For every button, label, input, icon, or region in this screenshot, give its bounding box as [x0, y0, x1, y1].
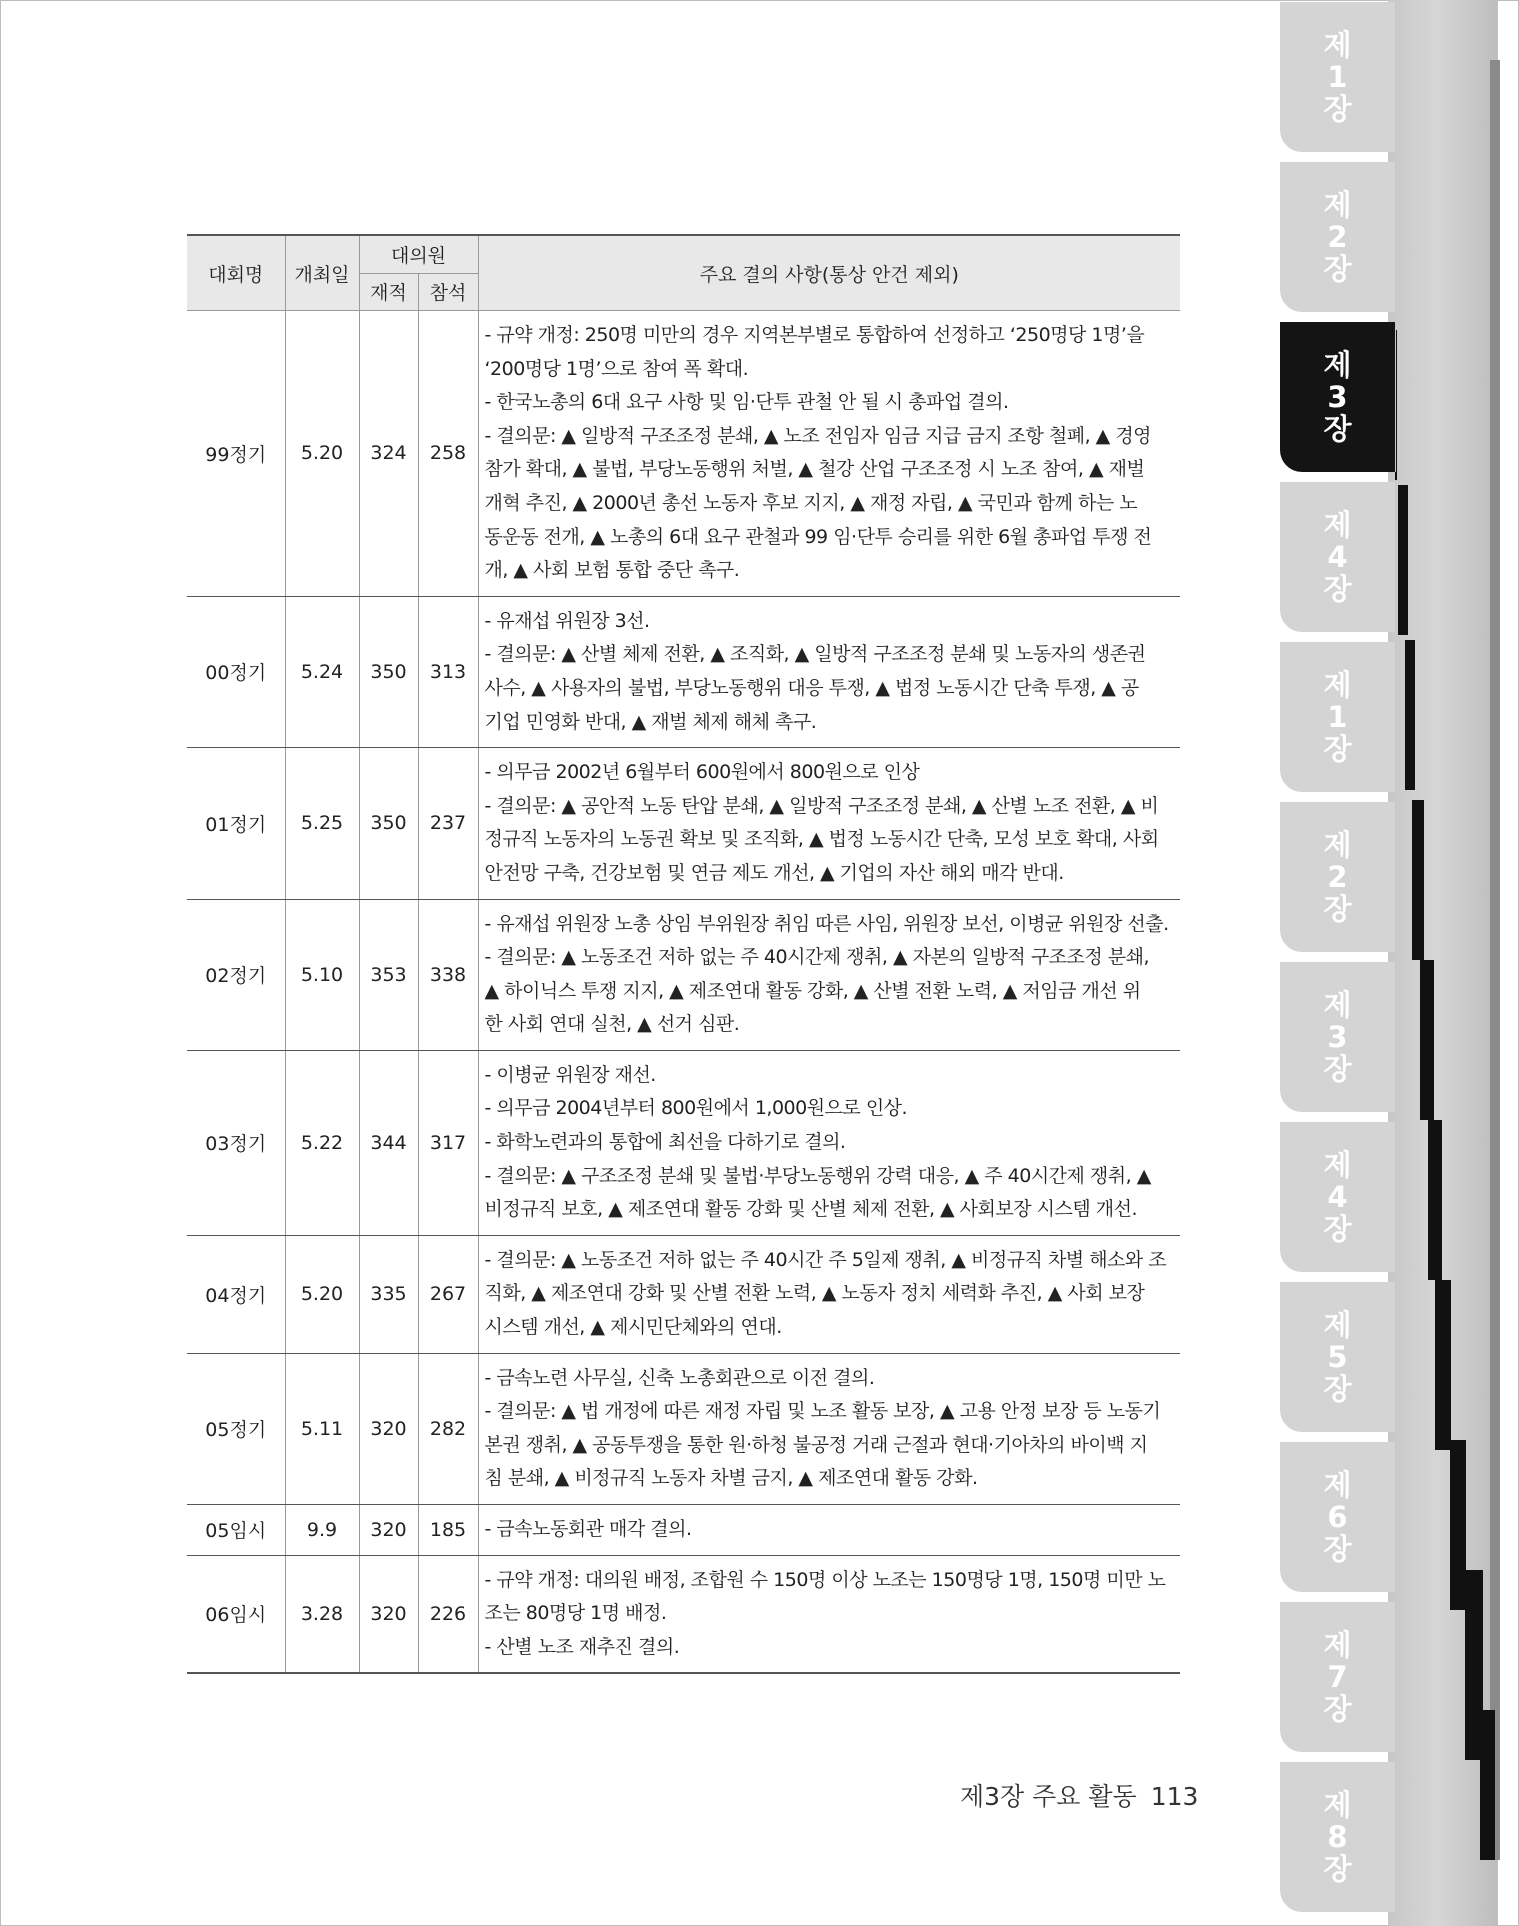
cell-present: 282 — [418, 1353, 478, 1504]
cell-date: 5.24 — [285, 596, 359, 747]
resolution-line: 본권 쟁취, ▲ 공동투쟁을 통한 원·하청 불공정 거래 근절과 현대·기아차의 바이백 지 — [484, 1433, 1148, 1456]
resolution-line: - 금속노련 사무실, 신축 노총회관으로 이전 결의. — [484, 1366, 875, 1389]
resolution-line: 개, ▲ 사회 보험 통합 중단 촉구. — [484, 559, 740, 582]
cell-enrolled: 344 — [359, 1050, 418, 1235]
edge-mark — [1420, 960, 1434, 1120]
chapter-tab-text: 3 — [1327, 1020, 1348, 1054]
chapter-tab-text: 장 — [1323, 1212, 1352, 1246]
edge-mark — [1480, 1710, 1495, 1860]
cell-name: 03정기 — [187, 1050, 285, 1235]
chapter-tab-text: 장 — [1323, 412, 1352, 446]
chapter-tab-text: 장 — [1323, 1852, 1352, 1886]
cell-enrolled: 335 — [359, 1235, 418, 1353]
cell-enrolled: 320 — [359, 1505, 418, 1556]
resolution-line: - 결의문: ▲ 노동조건 저하 없는 주 40시간제 쟁취, ▲ 자본의 일방적 구조조정 분쇄, — [484, 946, 1150, 969]
chapter-tab-text: 제 — [1323, 1628, 1352, 1662]
resolution-line: 기업 민영화 반대, ▲ 재벌 체제 해체 촉구. — [484, 710, 817, 733]
chapter-tab-text: 장 — [1323, 1532, 1352, 1566]
chapter-tab[interactable] — [1280, 802, 1396, 952]
resolution-line: - 의무금 2002년 6월부터 600원에서 800원으로 인상 — [484, 761, 920, 784]
chapter-tab-text: 6 — [1327, 1500, 1348, 1534]
header-date: 개최일 — [285, 235, 359, 311]
cell-date: 5.25 — [285, 748, 359, 899]
cell-resolutions — [478, 1353, 1180, 1504]
cell-name: 02정기 — [187, 899, 285, 1050]
cell-name: 00정기 — [187, 596, 285, 747]
chapter-tab-text: 장 — [1323, 892, 1352, 926]
chapter-tab-text: 제 — [1323, 1788, 1352, 1822]
chapter-tab[interactable] — [1280, 1602, 1396, 1752]
resolution-line: 정규직 노동자의 노동권 확보 및 조직화, ▲ 법정 노동시간 단축, 모성 보호 확대, 사회 — [484, 828, 1159, 851]
cell-name: 04정기 — [187, 1235, 285, 1353]
cell-resolutions — [478, 1505, 1180, 1556]
table-row — [187, 311, 1180, 597]
cell-resolutions — [478, 311, 1180, 597]
cell-present: 237 — [418, 748, 478, 899]
chapter-tab-text: 1 — [1327, 700, 1348, 734]
cell-present: 185 — [418, 1505, 478, 1556]
cell-date: 5.22 — [285, 1050, 359, 1235]
cell-date: 5.20 — [285, 1235, 359, 1353]
cell-date: 9.9 — [285, 1505, 359, 1556]
table-row — [187, 1353, 1180, 1504]
chapter-tab-text: 제 — [1323, 508, 1352, 542]
chapter-tab-text: 제 — [1323, 828, 1352, 862]
chapter-tab[interactable] — [1280, 1282, 1396, 1432]
chapter-tab[interactable] — [1280, 642, 1396, 792]
chapter-tab-text: 3 — [1327, 380, 1348, 414]
cell-enrolled: 320 — [359, 1353, 418, 1504]
chapter-tab-text: 장 — [1323, 732, 1352, 766]
chapter-tab[interactable] — [1280, 962, 1396, 1112]
cell-date: 5.10 — [285, 899, 359, 1050]
cell-name: 01정기 — [187, 748, 285, 899]
resolution-line: 직화, ▲ 제조연대 강화 및 산별 전환 노력, ▲ 노동자 정치 세력화 추진, ▲ 사회 보장 — [484, 1282, 1145, 1305]
chapter-tab-text: 장 — [1323, 252, 1352, 286]
table-row — [187, 596, 1180, 747]
cell-name: 06임시 — [187, 1555, 285, 1673]
resolution-line: - 결의문: ▲ 공안적 노동 탄압 분쇄, ▲ 일방적 구조조정 분쇄, ▲ 산별 노조 전환, ▲ 비 — [484, 794, 1159, 817]
chapter-tab-text: 4 — [1327, 540, 1348, 574]
chapter-tab[interactable] — [1280, 162, 1396, 312]
chapter-tab-text: 제 — [1323, 988, 1352, 1022]
edge-mark — [1398, 485, 1408, 635]
resolution-line: ▲ 하이닉스 투쟁 지지, ▲ 제조연대 활동 강화, ▲ 산별 전환 노력, ▲ 저임금 개선 위 — [484, 979, 1141, 1002]
chapter-tab-text: 제 — [1323, 1308, 1352, 1342]
edge-mark — [1412, 800, 1424, 960]
edge-mark — [1428, 1120, 1442, 1280]
chapter-tab[interactable] — [1280, 1762, 1396, 1912]
chapter-tab-text: 장 — [1323, 1052, 1352, 1086]
edge-mark — [1450, 1440, 1466, 1610]
cell-resolutions — [478, 1050, 1180, 1235]
footer-chapter-title: 제3장 주요 활동 — [960, 1782, 1137, 1811]
resolution-line: - 규약 개정: 대의원 배정, 조합원 수 150명 이상 노조는 150명당 1명, 150명 미만 노 — [484, 1568, 1166, 1591]
resolution-line: - 이병균 위원장 재선. — [484, 1063, 656, 1086]
cell-resolutions — [478, 1235, 1180, 1353]
cell-present: 258 — [418, 311, 478, 597]
chapter-tab-text: 2 — [1327, 220, 1348, 254]
cell-present: 338 — [418, 899, 478, 1050]
cell-enrolled: 324 — [359, 311, 418, 597]
header-delegates: 대의원 — [359, 235, 478, 273]
resolution-line: - 결의문: ▲ 노동조건 저하 없는 주 40시간 주 5일제 쟁취, ▲ 비정규직 차별 해소와 조 — [484, 1248, 1167, 1271]
edge-mark — [1435, 1280, 1451, 1450]
chapter-tab-text: 4 — [1327, 1180, 1348, 1214]
resolution-line: - 결의문: ▲ 구조조정 분쇄 및 불법·부당노동행위 강력 대응, ▲ 주 40시간제 쟁취, ▲ — [484, 1164, 1151, 1187]
chapter-tab-text: 제 — [1323, 1148, 1352, 1182]
cell-resolutions — [478, 596, 1180, 747]
cell-name: 05정기 — [187, 1353, 285, 1504]
resolution-line: ‘200명당 1명’으로 참여 폭 확대. — [484, 357, 749, 380]
chapter-tab-text: 7 — [1327, 1660, 1348, 1694]
resolution-line: - 금속노동회관 매각 결의. — [484, 1518, 692, 1540]
chapter-tab-text: 장 — [1323, 1372, 1352, 1406]
resolution-line: - 유재섭 위원장 노총 상임 부위원장 취임 따른 사임, 위원장 보선, 이병균 위원장 선출. — [484, 912, 1169, 935]
cell-date: 5.11 — [285, 1353, 359, 1504]
chapter-tab[interactable] — [1280, 482, 1396, 632]
resolution-line: - 결의문: ▲ 법 개정에 따른 재정 자립 및 노조 활동 보장, ▲ 고용 안정 보장 등 노동기 — [484, 1400, 1161, 1423]
chapter-tab-text: 1 — [1327, 60, 1348, 94]
header-name: 대회명 — [187, 235, 285, 311]
chapter-tab-text: 제 — [1323, 28, 1352, 62]
resolution-line: 개혁 추진, ▲ 2000년 총선 노동자 후보 지지, ▲ 재정 자립, ▲ 국민과 함께 하는 노 — [484, 491, 1138, 514]
cell-name: 99정기 — [187, 311, 285, 597]
resolution-line: 비정규직 보호, ▲ 제조연대 활동 강화 및 산별 체제 전환, ▲ 사회보장 시스템 개선. — [484, 1198, 1137, 1221]
convention-table — [187, 234, 1180, 1674]
resolution-line: - 결의문: ▲ 일방적 구조조정 분쇄, ▲ 노조 전임자 임금 지급 금지 조항 철폐, ▲ 경영 — [484, 424, 1152, 447]
chapter-tab-text: 2 — [1327, 860, 1348, 894]
cell-date: 5.20 — [285, 311, 359, 597]
table-body — [187, 311, 1180, 1674]
chapter-tab-text: 장 — [1323, 572, 1352, 606]
table-row — [187, 1050, 1180, 1235]
header-resolutions: 주요 결의 사항(통상 안건 제외) — [478, 235, 1180, 311]
resolution-line: 침 분쇄, ▲ 비정규직 노동자 차별 금지, ▲ 제조연대 활동 강화. — [484, 1467, 978, 1490]
table-row — [187, 1235, 1180, 1353]
resolution-line: - 한국노총의 6대 요구 사항 및 임·단투 관철 안 될 시 총파업 결의. — [484, 391, 1009, 414]
table-row — [187, 1505, 1180, 1556]
resolution-line: 사수, ▲ 사용자의 불법, 부당노동행위 대응 투쟁, ▲ 법정 노동시간 단축 투쟁, ▲ 공 — [484, 676, 1139, 699]
cell-enrolled: 350 — [359, 748, 418, 899]
cell-resolutions — [478, 899, 1180, 1050]
resolution-line: - 화학노련과의 통합에 최선을 다하기로 결의. — [484, 1131, 846, 1154]
chapter-tab-text: 장 — [1323, 1692, 1352, 1726]
chapter-tab-text: 제 — [1323, 1468, 1352, 1502]
chapter-tab[interactable] — [1280, 1122, 1396, 1272]
cell-present: 226 — [418, 1555, 478, 1673]
resolution-line: 조는 80명당 1명 배정. — [484, 1602, 667, 1625]
page-number: 113 — [1150, 1782, 1199, 1811]
header-present: 참석 — [418, 273, 478, 311]
resolution-line: 참가 확대, ▲ 불법, 부당노동행위 처벌, ▲ 철강 산업 구조조정 시 노조 참여, ▲ 재벌 — [484, 458, 1145, 481]
cell-resolutions — [478, 1555, 1180, 1673]
chapter-tab-text: 5 — [1327, 1340, 1348, 1374]
header-enrolled: 재적 — [359, 273, 418, 311]
resolution-line: - 산별 노조 재추진 결의. — [484, 1635, 680, 1658]
cell-present: 267 — [418, 1235, 478, 1353]
chapter-tab-text: 장 — [1323, 92, 1352, 126]
chapter-tab-text: 제 — [1323, 188, 1352, 222]
chapter-tab[interactable] — [1280, 322, 1396, 472]
resolution-line: 한 사회 연대 실천, ▲ 선거 심판. — [484, 1013, 740, 1036]
resolution-line: 시스템 개선, ▲ 제시민단체와의 연대. — [484, 1316, 782, 1339]
resolution-line: - 의무금 2004년부터 800원에서 1,000원으로 인상. — [484, 1097, 908, 1120]
resolution-line: - 유재섭 위원장 3선. — [484, 609, 650, 632]
cell-date: 3.28 — [285, 1555, 359, 1673]
cell-present: 317 — [418, 1050, 478, 1235]
resolution-line: - 결의문: ▲ 산별 체제 전환, ▲ 조직화, ▲ 일방적 구조조정 분쇄 및 노동자의 생존권 — [484, 643, 1146, 666]
page-footer — [960, 1777, 1199, 1813]
cell-enrolled: 353 — [359, 899, 418, 1050]
cell-enrolled: 320 — [359, 1555, 418, 1673]
chapter-tab[interactable] — [1280, 2, 1396, 152]
cell-name: 05임시 — [187, 1505, 285, 1556]
cell-enrolled: 350 — [359, 596, 418, 747]
chapter-tab-text: 제 — [1323, 668, 1352, 702]
cell-resolutions — [478, 748, 1180, 899]
cell-present: 313 — [418, 596, 478, 747]
table-row — [187, 748, 1180, 899]
chapter-tab-text: 8 — [1327, 1820, 1348, 1854]
resolution-line: 안전망 구축, 건강보험 및 연금 제도 개선, ▲ 기업의 자산 해외 매각 반대. — [484, 861, 1064, 884]
resolution-line: 동운동 전개, ▲ 노총의 6대 요구 관철과 99 임·단투 승리를 위한 6월 총파업 투쟁 전 — [484, 525, 1152, 548]
resolution-line: - 규약 개정: 250명 미만의 경우 지역본부별로 통합하여 선정하고 ‘250명당 1명’을 — [484, 324, 1145, 346]
chapter-tab[interactable] — [1280, 1442, 1396, 1592]
edge-mark — [1405, 640, 1415, 790]
table-row — [187, 1555, 1180, 1673]
book-edge-side — [1490, 60, 1500, 1860]
chapter-tab-text: 제 — [1323, 348, 1352, 382]
table-row — [187, 899, 1180, 1050]
